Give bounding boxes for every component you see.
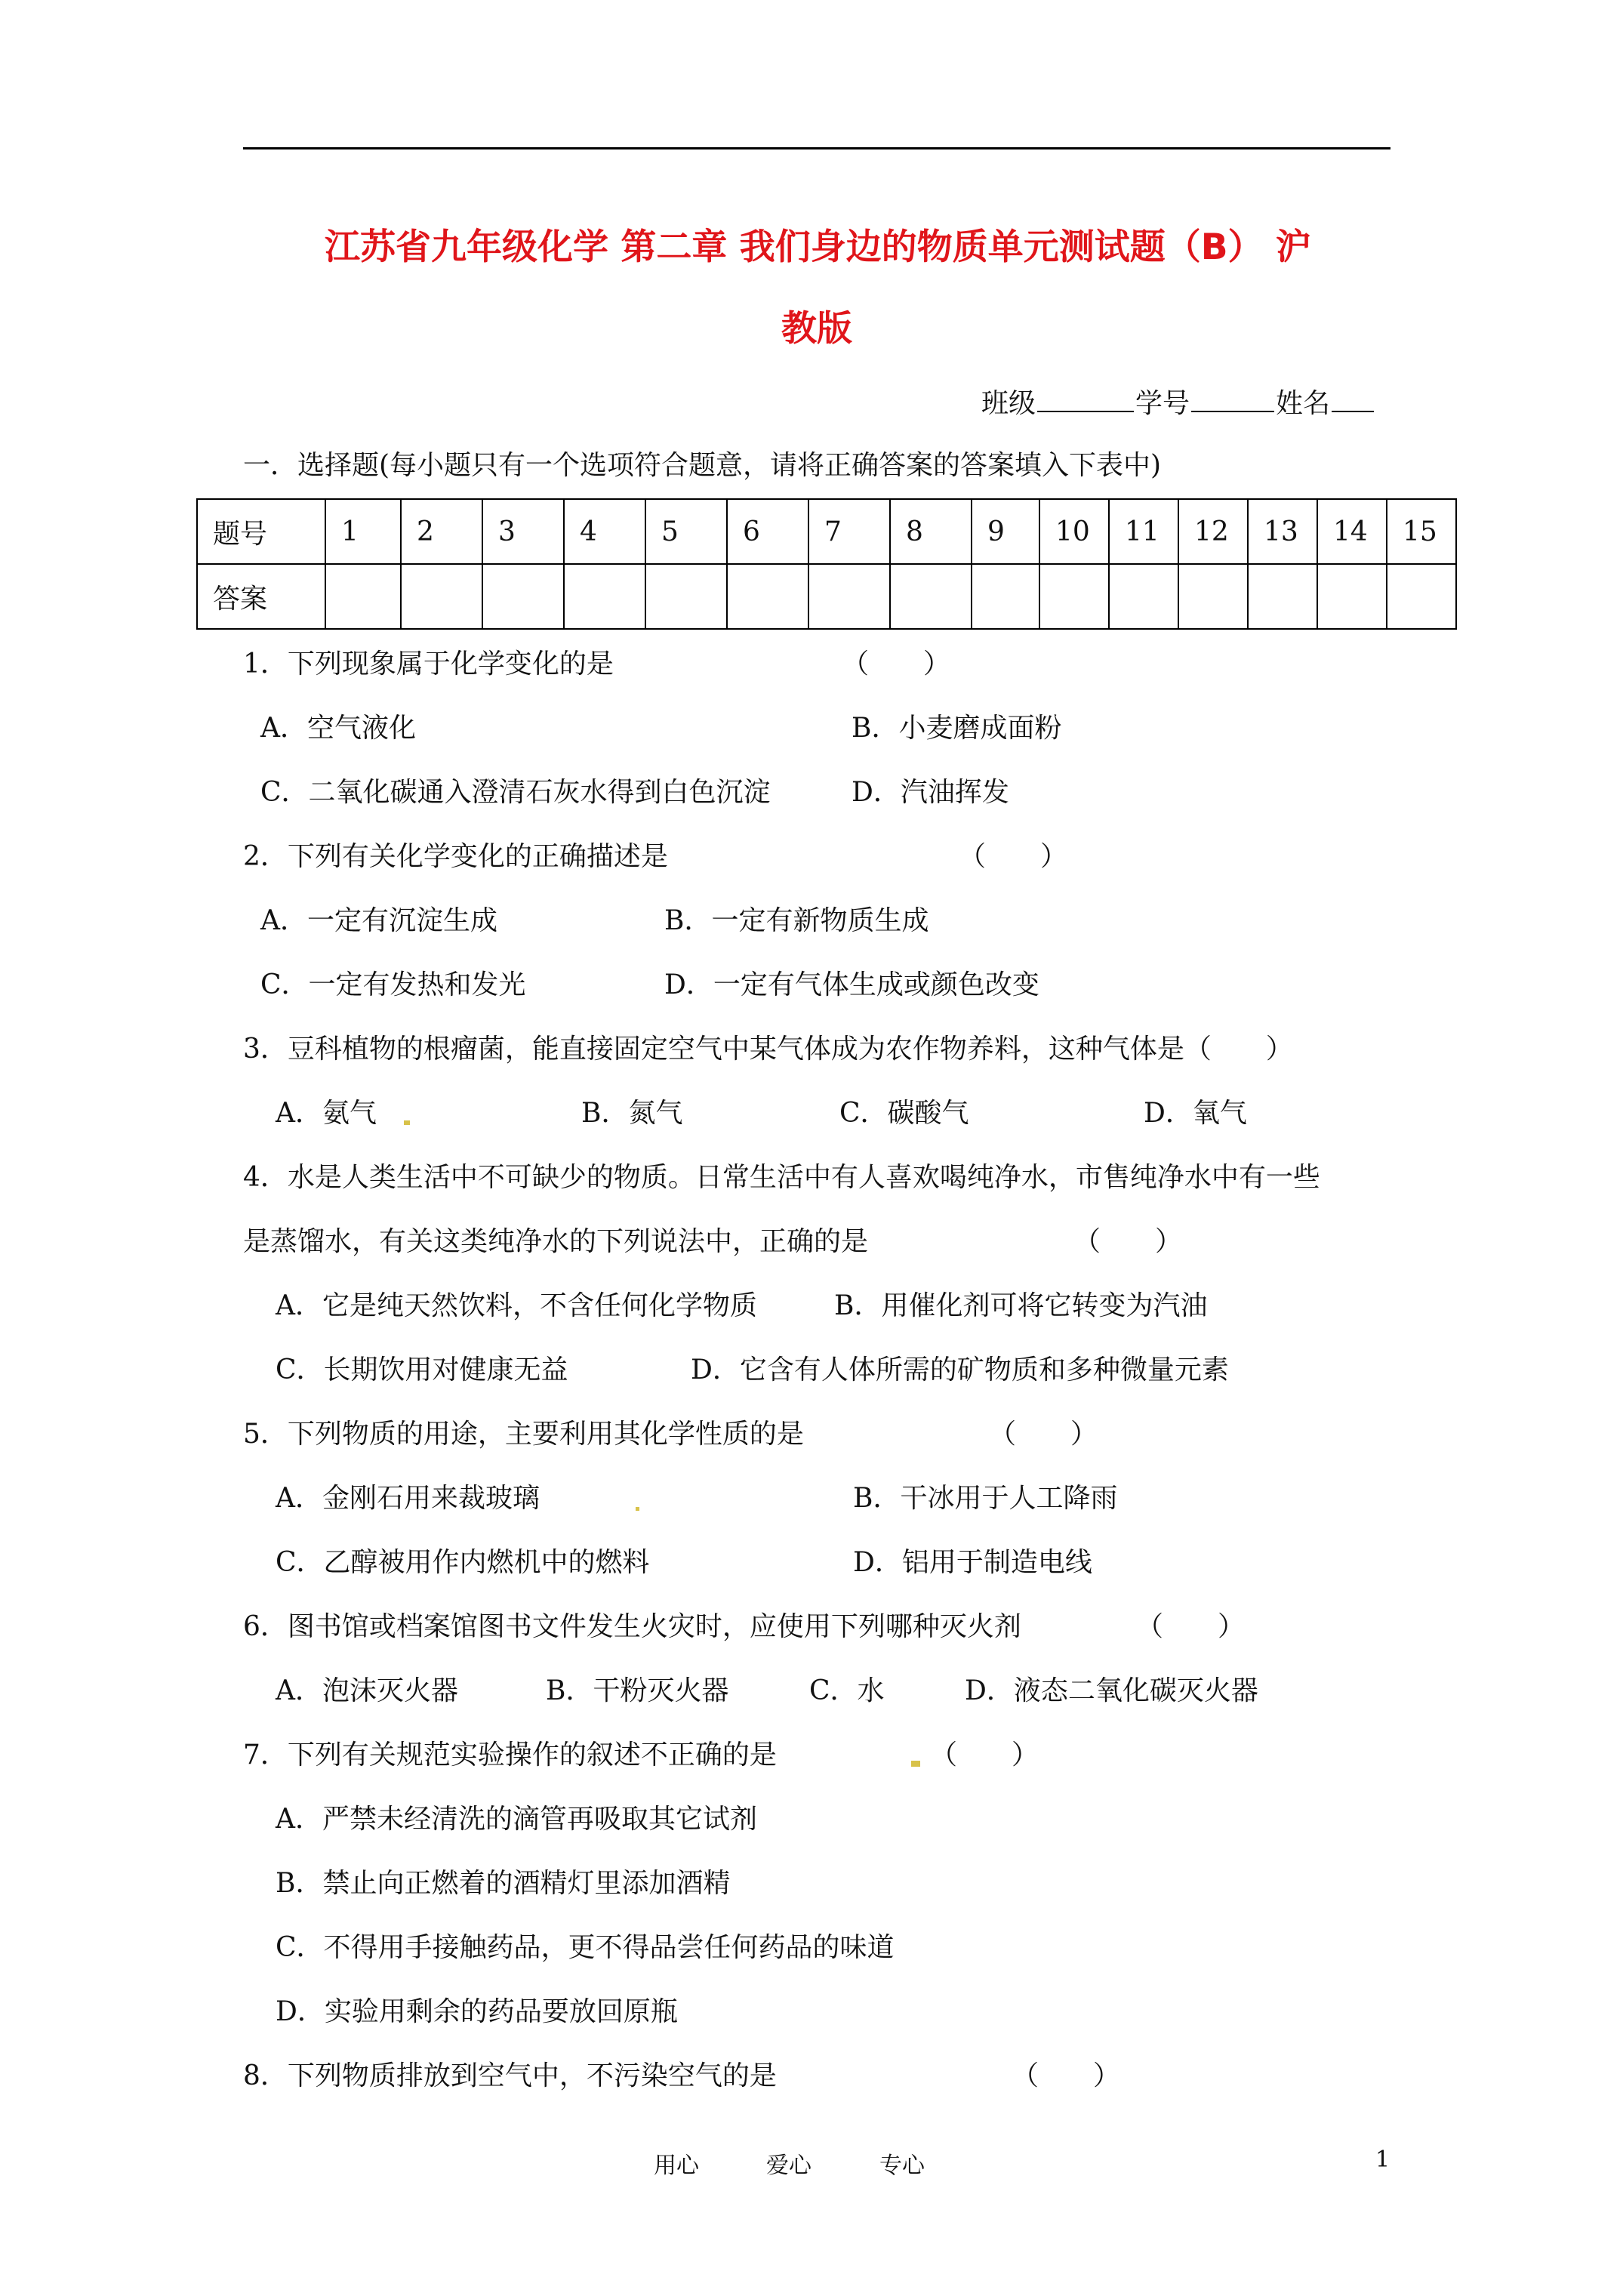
stray-mark: [404, 1120, 410, 1125]
question-3-option-b: B．氮气: [581, 1098, 683, 1129]
question-8-stem: 8．下列物质排放到空气中，不污染空气的是: [243, 2060, 777, 2091]
question-5-option-a: A．金刚石用来裁玻璃: [276, 1483, 540, 1514]
question-1-option-a: A．空气液化: [260, 713, 416, 744]
question-3-option-a: A．氨气: [276, 1098, 377, 1129]
question-7-option-d: D．实验用剩余的药品要放回原瓶: [276, 1996, 678, 2027]
section-heading: 一．选择题(每小题只有一个选项符合题意，请将正确答案的答案填入下表中): [243, 450, 1162, 481]
answer-cell[interactable]: [1039, 564, 1109, 629]
question-4-option-a: A．它是纯天然饮料，不含任何化学物质: [276, 1290, 757, 1321]
question-6-answer-paren[interactable]: （ ）: [1136, 1611, 1246, 1642]
name-blank[interactable]: [1332, 385, 1374, 412]
answer-table: [196, 498, 1457, 630]
number-cell: 13: [1248, 499, 1317, 564]
number-label: 学号: [1135, 388, 1190, 419]
question-1-option-d: D．汽油挥发: [852, 777, 1009, 808]
answer-cell[interactable]: [972, 564, 1039, 629]
question-6-option-d: D．液态二氧化碳灭火器: [965, 1675, 1258, 1706]
answer-cell[interactable]: [645, 564, 727, 629]
question-7-answer-paren[interactable]: （ ）: [930, 1740, 1039, 1771]
answer-header-cell: 答案: [197, 564, 325, 629]
footer-slogan-1: 用心: [654, 2153, 699, 2179]
question-6-option-a: A．泡沫灭火器: [276, 1675, 458, 1706]
question-2-option-c: C．一定有发热和发光: [260, 969, 526, 1000]
number-cell: 2: [401, 499, 482, 564]
answer-cell[interactable]: [325, 564, 401, 629]
number-cell: 10: [1039, 499, 1109, 564]
number-cell: 4: [564, 499, 645, 564]
question-1-answer-paren[interactable]: （ ）: [842, 649, 951, 680]
question-5-option-b: B．干冰用于人工降雨: [853, 1483, 1118, 1514]
answer-cell[interactable]: [482, 564, 564, 629]
question-1-option-b: B．小麦磨成面粉: [852, 713, 1062, 744]
question-6-option-c: C．水: [809, 1675, 885, 1706]
question-2-option-a: A．一定有沉淀生成: [260, 905, 497, 936]
name-label: 姓名: [1276, 388, 1331, 419]
number-cell: 9: [972, 499, 1039, 564]
question-4-answer-paren[interactable]: （ ）: [1073, 1226, 1183, 1257]
number-cell: 6: [727, 499, 808, 564]
question-2-answer-paren[interactable]: （ ）: [959, 841, 1068, 872]
answer-cell[interactable]: [1387, 564, 1456, 629]
number-cell: 14: [1317, 499, 1387, 564]
page-title-line1: 江苏省九年级化学 第二章 我们身边的物质单元测试题（B） 沪: [325, 227, 1311, 268]
question-4-stem-line2: 是蒸馏水，有关这类纯净水的下列说法中，正确的是: [243, 1226, 869, 1257]
question-4-stem-line1: 4．水是人类生活中不可缺少的物质。日常生活中有人喜欢喝纯净水，市售纯净水中有一些: [243, 1162, 1320, 1193]
footer-slogan-3: 专心: [879, 2153, 925, 2179]
number-cell: 1: [325, 499, 401, 564]
question-2-stem: 2．下列有关化学变化的正确描述是: [243, 841, 668, 872]
answer-table-answer-row: [197, 564, 1456, 629]
answer-cell[interactable]: [1109, 564, 1178, 629]
number-cell: 8: [890, 499, 972, 564]
number-cell: 11: [1109, 499, 1178, 564]
number-cell: 3: [482, 499, 564, 564]
number-blank[interactable]: [1191, 385, 1274, 412]
question-3-stem: 3．豆科植物的根瘤菌，能直接固定空气中某气体成为农作物养料，这种气体是（ ）: [243, 1034, 1293, 1065]
page-number: 1: [1375, 2147, 1390, 2173]
answer-cell[interactable]: [1248, 564, 1317, 629]
question-2-option-d: D．一定有气体生成或颜色改变: [664, 969, 1039, 1000]
question-3-option-c: C．碳酸气: [839, 1098, 969, 1129]
number-cell: 5: [645, 499, 727, 564]
answer-table-number-row: [197, 499, 1456, 564]
number-cell: 7: [808, 499, 890, 564]
question-5-option-d: D．铝用于制造电线: [853, 1547, 1092, 1578]
header-rule: [243, 147, 1390, 149]
question-8-answer-paren[interactable]: （ ）: [1012, 2060, 1121, 2091]
question-4-option-d: D．它含有人体所需的矿物质和多种微量元素: [691, 1354, 1229, 1385]
number-header-cell: 题号: [197, 499, 325, 564]
number-cell: 15: [1387, 499, 1456, 564]
stray-mark: [911, 1761, 920, 1767]
footer-slogan-2: 爱心: [766, 2153, 812, 2179]
question-7-option-c: C．不得用手接触药品，更不得品尝任何药品的味道: [276, 1932, 895, 1963]
number-cell: 12: [1178, 499, 1248, 564]
question-6-stem: 6．图书馆或档案馆图书文件发生火灾时，应使用下列哪种灭火剂: [243, 1611, 1021, 1642]
question-2-option-b: B．一定有新物质生成: [664, 905, 929, 936]
student-info: [981, 385, 1375, 421]
class-blank[interactable]: [1037, 385, 1134, 412]
page-title-line2: 教版: [781, 308, 852, 350]
answer-cell[interactable]: [1178, 564, 1248, 629]
question-7-option-a: A．严禁未经清洗的滴管再吸取其它试剂: [276, 1804, 757, 1835]
question-5-answer-paren[interactable]: （ ）: [989, 1419, 1098, 1450]
question-5-option-c: C．乙醇被用作内燃机中的燃料: [276, 1547, 650, 1578]
answer-cell[interactable]: [564, 564, 645, 629]
question-6-option-b: B．干粉灭火器: [546, 1675, 729, 1706]
question-4-option-b: B．用催化剂可将它转变为汽油: [834, 1290, 1208, 1321]
answer-cell[interactable]: [808, 564, 890, 629]
answer-cell[interactable]: [727, 564, 808, 629]
stray-mark: [636, 1507, 639, 1511]
question-3-option-d: D．氧气: [1144, 1098, 1247, 1129]
answer-cell[interactable]: [401, 564, 482, 629]
class-label: 班级: [981, 388, 1036, 419]
question-1-stem: 1．下列现象属于化学变化的是: [243, 649, 614, 680]
answer-cell[interactable]: [1317, 564, 1387, 629]
question-1-option-c: C．二氧化碳通入澄清石灰水得到白色沉淀: [260, 777, 771, 808]
question-7-option-b: B．禁止向正燃着的酒精灯里添加酒精: [276, 1868, 731, 1899]
question-4-option-c: C．长期饮用对健康无益: [276, 1354, 568, 1385]
question-5-stem: 5．下列物质的用途，主要利用其化学性质的是: [243, 1419, 804, 1450]
question-7-stem: 7．下列有关规范实验操作的叙述不正确的是: [243, 1740, 777, 1771]
answer-cell[interactable]: [890, 564, 972, 629]
